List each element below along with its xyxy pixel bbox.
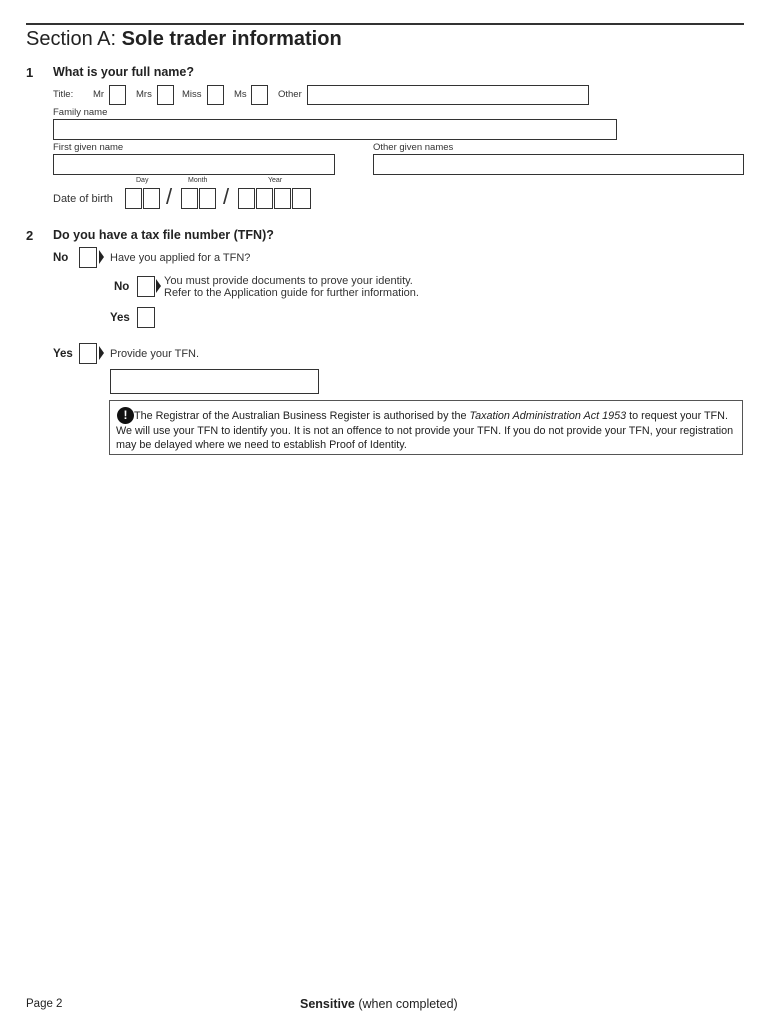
exclamation-icon: ! — [117, 407, 134, 424]
dob-day-label: Day — [136, 177, 149, 184]
family-name-label: Family name — [53, 107, 108, 118]
tfn-no-label: No — [53, 252, 69, 264]
section-title: Section A: Sole trader information — [26, 28, 342, 50]
tfn-yes-label: Yes — [53, 348, 73, 360]
title-other-label: Other — [278, 89, 302, 100]
dob-month-digit-2[interactable] — [199, 188, 216, 209]
question-2-text: Do you have a tax file number (TFN)? — [53, 228, 274, 242]
title-other-input[interactable] — [307, 85, 589, 105]
identity-documents-note: You must provide documents to prove your identity. Refer to the Application guide for further information. — [164, 275, 419, 299]
dob-year-digit-1[interactable] — [238, 188, 255, 209]
title-mrs-checkbox[interactable] — [157, 85, 174, 105]
title-ms-checkbox[interactable] — [251, 85, 268, 105]
applied-no-checkbox[interactable] — [137, 276, 155, 297]
tfn-notice-text: The Registrar of the Australian Business Register is authorised by the Taxation Administration Act 1953 to request your TFN. We will use your TFN to identify you. It is not an offence to not provide your TFN. If you do not provide your TFN, your registration may be delayed where we need to establish Proof of Identity. — [116, 410, 734, 451]
title-mr-checkbox[interactable] — [109, 85, 126, 105]
title-label: Title: — [53, 89, 74, 100]
sensitivity-marking: Sensitive (when completed) — [300, 997, 458, 1011]
applied-no-label: No — [114, 281, 130, 293]
title-ms-label: Ms — [234, 89, 247, 100]
other-given-names-input[interactable] — [373, 154, 744, 175]
dob-month-digit-1[interactable] — [181, 188, 198, 209]
question-1-number: 1 — [26, 65, 34, 80]
tfn-input[interactable] — [110, 369, 319, 394]
arrow-right-icon — [156, 279, 161, 293]
first-given-name-label: First given name — [53, 142, 124, 153]
question-1-text: What is your full name? — [53, 65, 194, 79]
title-miss-label: Miss — [182, 89, 202, 100]
applied-yes-label: Yes — [110, 312, 130, 324]
family-name-input[interactable] — [53, 119, 617, 140]
provide-tfn-text: Provide your TFN. — [110, 348, 200, 360]
dob-month-label: Month — [188, 177, 208, 184]
question-2-number: 2 — [26, 228, 34, 243]
title-miss-checkbox[interactable] — [207, 85, 224, 105]
tfn-yes-checkbox[interactable] — [79, 343, 97, 364]
applied-yes-checkbox[interactable] — [137, 307, 155, 328]
dob-year-digit-2[interactable] — [256, 188, 273, 209]
page-number: Page 2 — [26, 998, 63, 1010]
dob-day-digit-1[interactable] — [125, 188, 142, 209]
dob-day-digit-2[interactable] — [143, 188, 160, 209]
tfn-no-checkbox[interactable] — [79, 247, 97, 268]
title-mr-label: Mr — [93, 89, 105, 100]
arrow-right-icon — [99, 346, 104, 360]
dob-separator: / — [223, 184, 230, 209]
dob-year-digit-4[interactable] — [292, 188, 311, 209]
applied-tfn-question: Have you applied for a TFN? — [110, 252, 251, 264]
dob-year-digit-3[interactable] — [274, 188, 291, 209]
tfn-notice-box — [109, 400, 743, 455]
arrow-right-icon — [99, 250, 104, 264]
other-given-names-label: Other given names — [373, 142, 454, 153]
title-mrs-label: Mrs — [136, 89, 152, 100]
dob-separator: / — [166, 184, 173, 209]
dob-year-label: Year — [268, 177, 283, 184]
dob-label: Date of birth — [53, 193, 113, 205]
first-given-name-input[interactable] — [53, 154, 335, 175]
top-rule — [26, 23, 744, 25]
